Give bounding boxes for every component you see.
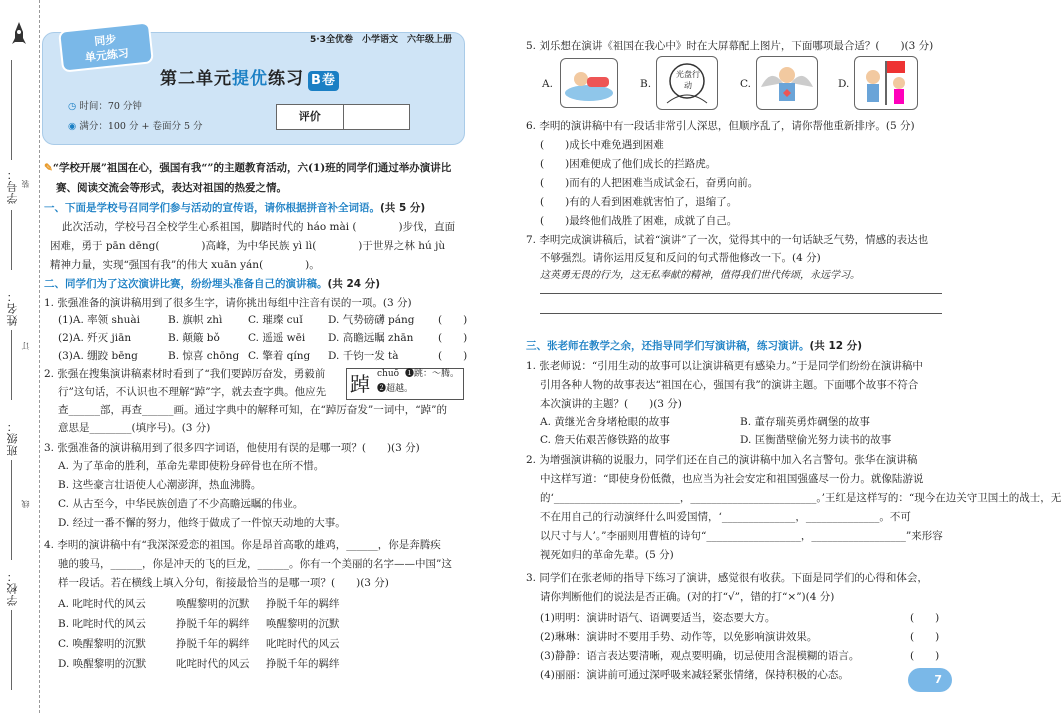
evaluation-input[interactable] xyxy=(343,105,410,129)
series-label: 5·3全优卷 小学语文 六年级上册 xyxy=(310,35,452,45)
s3-question-1: 1. 张老师说：“引用生动的故事可以让演讲稿更有感染力。”于是同学们纷纷在演讲稿中 xyxy=(526,360,923,372)
s3-question-1: 引用各种人物的故事表达“祖国在心，强国有我”的演讲主题。下面哪个故事不符合 xyxy=(540,379,919,391)
option: D. 唤醒黎明的沉默 叱咤时代的风云 挣脱千年的羁绊 xyxy=(58,658,340,670)
question-7: 不够强烈。请你运用反复和反问的句式帮他修改一下。(4 分) xyxy=(540,252,821,264)
s3-question-2: 视死如归的革命先辈。(5 分) xyxy=(540,549,674,561)
option: D. 经过一番不懈的努力，他终于做成了一件惊天动地的大事。 xyxy=(58,517,346,529)
check-icon: ◉ xyxy=(68,121,80,132)
picture-option-a[interactable] xyxy=(560,58,618,108)
question-4: 4. 李明的演讲稿中有“我深深爱恋的祖国。你是昂首高歌的雄鸡，______，你是奔腾疾 xyxy=(44,539,441,551)
question-3: 3. 张强准备的演讲稿用到了很多四字词语，他使用有误的是哪一项？( )(3 分) xyxy=(44,442,420,454)
order-item[interactable]: ( )而有的人把困难当成试金石，奋勇向前。 xyxy=(540,177,759,189)
question-4: 驰的骏马，______，你是冲天的飞的巨龙，______。你有一个美丽的名字——中国”这 xyxy=(58,558,452,570)
answer-blank[interactable]: ( ) xyxy=(910,612,940,624)
judgement-item: (2)琳琳：演讲时不要用手势、动作等，以免影响演讲效果。 xyxy=(540,631,818,643)
option-c: C. xyxy=(740,78,751,90)
question-6: 6. 李明的演讲稿中有一段话非常引人深思，但顺序乱了，请你帮他重新排序。(5 分) xyxy=(526,120,915,132)
fill-line: 此次活动，学校号召全校学生心系祖国，脚踏时代的 háo mài ( )步伐，直面 xyxy=(62,221,456,233)
option-row: A. 黄继光舍身堵枪眼的故事 B. 董存瑞英勇炸碉堡的故事 xyxy=(540,416,870,428)
judgement-item: (4)丽丽：演讲前可通过深呼吸来减轻紧张情绪，保持积极的心态。 xyxy=(540,669,849,681)
option-row: C. 詹天佑艰苦修铁路的故事 D. 匡衡凿壁偷光努力读书的故事 xyxy=(540,434,892,446)
question-2: 2. 张强在搜集演讲稿素材时看到了“我们要踔厉奋发，勇毅前 xyxy=(44,368,326,380)
option-row: (1)A. 率领 shuài B. 旗帜 zhì C. 璀璨 cuǐ D. 气势磅礴 páng ( ) xyxy=(58,312,478,328)
seal-mark: 装 xyxy=(21,180,30,188)
picture-option-d[interactable] xyxy=(854,56,918,110)
option-a: A. xyxy=(542,78,553,90)
section-heading: 一、下面是学校号召同学们参与活动的宣传语，请你根据拼音补全词语。(共 5 分) xyxy=(44,202,426,214)
sync-badge: 同步 单元练习 xyxy=(58,21,154,72)
option: B. 这些豪言壮语使人心潮澎湃，热血沸腾。 xyxy=(58,479,262,491)
s3-question-2: 的‘________________________，________________________。’王红是这样写的：“现今在边关守卫国土的战士，无 xyxy=(540,492,1061,504)
option: A. 为了革命的胜利，革命先辈即使粉身碎骨也在所不惜。 xyxy=(58,460,325,472)
s3-question-2: 2. 为增强演讲稿的说服力，同学们还在自己的演讲稿中加入名言警句。张华在演讲稿 xyxy=(526,454,918,466)
s3-question-3: 3. 同学们在张老师的指导下练习了演讲，感觉很有收获。下面是同学们的心得和体会， xyxy=(526,572,928,584)
option: C. 从古至今，中华民族创造了不少高瞻远瞩的伟业。 xyxy=(58,498,304,510)
picture-option-c[interactable] xyxy=(756,56,818,110)
dictionary-entry: 踔 chuō ❶跳：～腾。 ❷超越。 xyxy=(346,368,464,400)
option-b: B. xyxy=(640,78,652,90)
score-info: ◉ 满分：100 分 + 卷面分 5 分 xyxy=(68,121,203,132)
option-row: (3)A. 绷跤 bēng B. 惊喜 chōng C. 擎着 qíng D. 千钧一发 tà ( ) xyxy=(58,348,478,364)
s3-question-3: 请你判断他们的说法是否正确。(对的打“√”，错的打“×”)(4 分) xyxy=(540,591,835,603)
clock-icon: ◷ xyxy=(68,101,80,112)
picture-option-b[interactable]: 光盘行动 xyxy=(656,56,718,110)
judgement-item: (3)静静：语言表达要清晰，观点要明确，切忌使用含混模糊的语言。 xyxy=(540,650,860,662)
answer-blank[interactable]: ( ) xyxy=(438,314,468,326)
option: C. 唤醒黎明的沉默 挣脱千年的羁绊 叱咤时代的风云 xyxy=(58,638,340,650)
s3-question-2: 中这样写道：“即使身份低微，也应当为社会安定和祖国强盛尽一份力。就像陆游说 xyxy=(540,473,924,485)
section-heading: 三、张老师在教学之余，还指导同学们写演讲稿，练习演讲。(共 12 分) xyxy=(526,340,863,352)
s3-question-2: 不在用自己的行动演绎什么叫爱国情，‘______________，______________。不可 xyxy=(540,511,911,523)
question-2: 行”这句话，不认识也不理解“踔”字，就去查字典。他应先 xyxy=(58,386,327,398)
intro-line: ✎“学校开展”祖国在心，强国有我“”的主题教育活动，六(1)班的同学们通过举办演讲比 xyxy=(44,162,452,174)
answer-blank[interactable]: ( ) xyxy=(438,350,468,362)
option: B. 叱咤时代的风云 挣脱千年的羁绊 唤醒黎明的沉默 xyxy=(58,618,340,630)
name-label: 姓名： xyxy=(6,290,19,326)
intro-line: 赛、阅读交流会等形式，表达对祖国的热爱之情。 xyxy=(56,182,287,194)
class-label: 班级： xyxy=(6,420,19,456)
answer-line[interactable] xyxy=(540,313,942,314)
option-row: (2)A. 歼灭 jiān B. 颠簸 bǒ C. 遥遥 wēi D. 高瞻远瞩 zhān ( ) xyxy=(58,330,478,346)
question-4: 样一段话。若在横线上填入分句，衔接最恰当的是哪一项？( )(3 分) xyxy=(58,577,389,589)
star-icon: ✎ xyxy=(44,162,53,174)
sentence-to-revise: 这英勇无畏的行为，这无私奉献的精神，值得我们世代传颂，永远学习。 xyxy=(540,270,860,281)
s3-question-1: 本次演讲的主题？( )(3 分) xyxy=(540,398,682,410)
page-title: 第二单元提优练习 B卷 xyxy=(160,66,339,92)
level-tag: B卷 xyxy=(308,71,339,91)
seal-mark: 订 xyxy=(21,342,30,350)
option: A. 叱咤时代的风云 唤醒黎明的沉默 挣脱千年的羁绊 xyxy=(58,598,340,610)
seal-mark: 线 xyxy=(21,500,30,508)
question-2: 查______部，再查______画。通过字典中的解释可知，在“踔厉奋发”一词中，“踔”的 xyxy=(58,404,447,416)
order-item[interactable]: ( )成长中难免遇到困难 xyxy=(540,139,664,151)
binding-strip xyxy=(0,0,40,713)
rocket-icon xyxy=(12,22,26,48)
question-1: 1. 张强准备的演讲稿用到了很多生字，请你挑出每组中注音有误的一项。(3 分) xyxy=(44,297,412,309)
question-2: 意思是________(填序号)。(3 分) xyxy=(58,422,211,434)
order-item[interactable]: ( )有的人看到困难就害怕了，退缩了。 xyxy=(540,196,738,208)
answer-line[interactable] xyxy=(540,293,942,294)
s3-question-2: 以尺寸与人’。”李丽则用曹植的诗句“__________________，__________________”来形容 xyxy=(540,530,943,542)
evaluation-box[interactable]: 评价 xyxy=(276,104,410,130)
number-label: 学号： xyxy=(6,168,19,204)
time-info: ◷ 时间：70 分钟 xyxy=(68,101,142,112)
order-item[interactable]: ( )困难便成了他们成长的拦路虎。 xyxy=(540,158,717,170)
page-number: 7 xyxy=(908,668,952,692)
answer-blank[interactable]: ( ) xyxy=(438,332,468,344)
fill-line: 困难，勇于 pān dēng( )高峰，为中华民族 yì lì( )于世界之林 hú jù xyxy=(50,240,446,252)
fill-line: 精神力量，实现“强国有我”的伟大 xuān yán( )。 xyxy=(50,259,320,271)
school-label: 学校： xyxy=(6,570,19,606)
answer-blank[interactable]: ( ) xyxy=(910,631,940,643)
question-7: 7. 李明完成演讲稿后，试着“演讲”了一次，觉得其中的一句话缺乏气势，情感的表达也 xyxy=(526,234,929,246)
section-heading: 二、同学们为了这次演讲比赛，纷纷埋头准备自己的演讲稿。(共 24 分) xyxy=(44,278,381,290)
option-d: D. xyxy=(838,78,850,90)
question-5: 5. 刘乐想在演讲《祖国在我心中》时在大屏幕配上图片，下面哪项最合适？( )(3 分) xyxy=(526,40,934,52)
judgement-item: (1)明明：演讲时语气、语调要适当，姿态要大方。 xyxy=(540,612,776,624)
answer-blank[interactable]: ( ) xyxy=(910,650,940,662)
order-item[interactable]: ( )最终他们战胜了困难，成就了自己。 xyxy=(540,215,738,227)
